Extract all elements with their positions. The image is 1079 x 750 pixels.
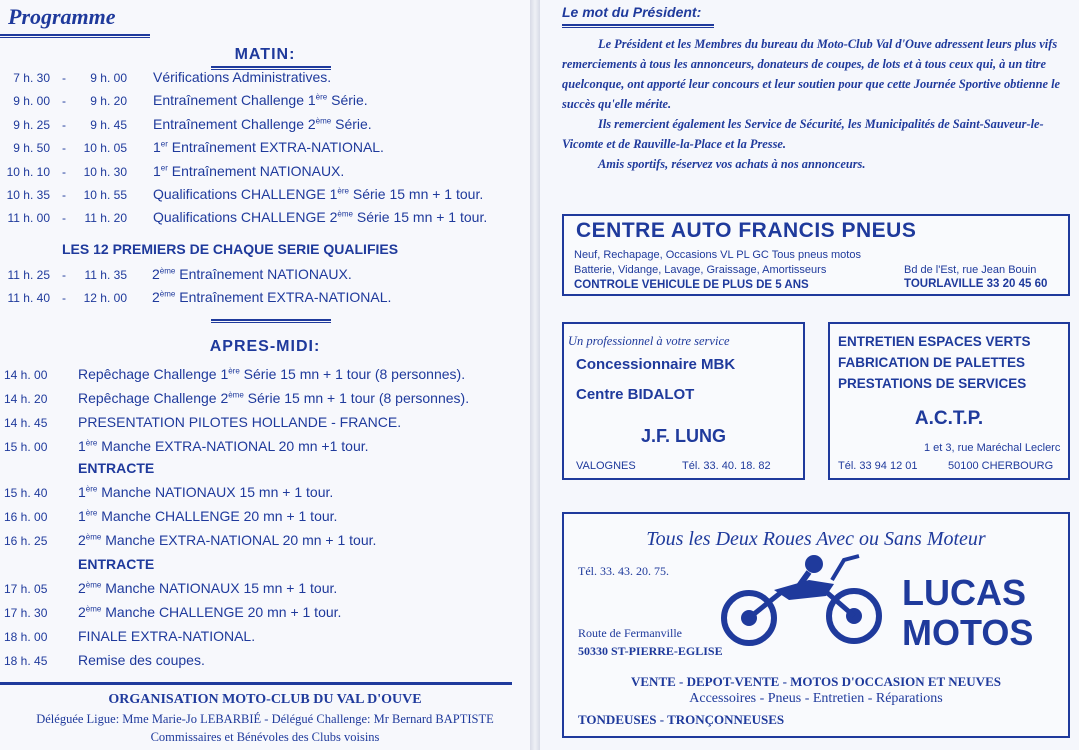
schedule-description <box>78 604 341 620</box>
ad2-city: VALOGNES <box>576 460 636 472</box>
start-time: 11 h. 25 <box>7 268 50 282</box>
desc-text: Repêchage Challenge 1 <box>78 366 229 382</box>
desc-text-rest: Entraînement NATIONAUX. <box>175 266 352 282</box>
ad4-address-2: 50330 ST-PIERRE-EGLISE <box>578 644 723 658</box>
desc-superscript: ème <box>85 580 102 590</box>
time-dash: - <box>62 291 66 306</box>
desc-text-rest: Manche EXTRA-NATIONAL 20 mn + 1 tour. <box>101 532 377 548</box>
ad1-phone: TOURLAVILLE 33 20 45 60 <box>904 278 1048 290</box>
desc-text-rest: Entraînement EXTRA-NATIONAL. <box>167 139 384 156</box>
ad1-line3: CONTROLE VEHICULE DE PLUS DE 5 ANS <box>574 279 809 291</box>
ad1-line1: Neuf, Rechapage, Occasions VL PL GC Tous pneus motos <box>574 249 861 261</box>
desc-superscript: ère <box>85 438 98 448</box>
time-dash: - <box>62 268 66 282</box>
desc-superscript: ère <box>228 366 240 376</box>
start-time: 17 h. 05 <box>4 582 48 596</box>
schedule-description <box>78 366 465 382</box>
programme-title: Programme <box>8 4 116 29</box>
schedule-description <box>153 163 344 179</box>
desc-text: Remise des coupes. <box>78 652 205 668</box>
start-time: 17 h. 30 <box>4 606 48 620</box>
motorcycle-icon <box>714 550 894 650</box>
sponsors-page <box>540 0 1079 750</box>
schedule-description <box>153 139 384 155</box>
start-time: 9 h. 50 <box>13 141 50 156</box>
desc-text-rest: Série 15 mn + 1 tour (8 personnes). <box>239 366 466 382</box>
schedule-description <box>78 484 333 500</box>
desc-text: Entraînement Challenge 2 <box>153 115 316 132</box>
programme-page <box>0 0 530 750</box>
desc-text: Qualifications CHALLENGE 1 <box>153 186 338 202</box>
schedule-description <box>153 69 331 85</box>
start-time: 11 h. 00 <box>7 211 50 226</box>
desc-superscript: ère <box>337 186 349 196</box>
desc-text-rest: Entraînement EXTRA-NATIONAL. <box>175 289 392 306</box>
ad4-address-1: Route de Fermanville <box>578 626 682 640</box>
ad4-name-2: MOTOS <box>902 612 1034 653</box>
end-time: 11 h. 20 <box>84 211 127 226</box>
desc-text: 2 <box>152 289 160 306</box>
start-time: 10 h. 10 <box>6 164 50 179</box>
ad4-name-1: LUCAS <box>902 572 1026 613</box>
start-time: 14 h. 00 <box>4 368 48 382</box>
schedule-description <box>78 628 255 644</box>
org-title: ORGANISATION MOTO-CLUB DU VAL D'OUVE <box>108 692 422 707</box>
ad-jf-lung <box>562 322 805 480</box>
ad3-line3: PRESTATIONS DE SERVICES <box>838 376 1027 391</box>
desc-text: 1 <box>78 438 86 454</box>
end-time: 9 h. 00 <box>90 71 127 85</box>
president-p1: Le Président et les Membres du bureau du Moto-Club Val d'Ouve adressent leurs plus vifs remerciements à tous les annonceurs, donateurs de coupes, de lots et à tous ceux qui, à un titre quelconque, ont apporté leur concours et leur soutien pour que cette Journée Sportive obtienne le succès qu'elle mérite. <box>562 37 1061 111</box>
schedule-description <box>78 652 205 668</box>
desc-text-rest: Manche CHALLENGE 20 mn + 1 tour. <box>101 604 342 620</box>
desc-text: 2 <box>78 532 86 548</box>
schedule-description <box>152 289 391 305</box>
desc-superscript: ère <box>315 92 328 102</box>
desc-superscript: er <box>160 162 168 172</box>
start-time: 14 h. 20 <box>4 392 48 406</box>
desc-superscript: ème <box>85 604 102 614</box>
start-time: 11 h. 40 <box>7 291 50 306</box>
desc-text: 1 <box>78 508 86 524</box>
desc-superscript: ère <box>85 508 98 518</box>
desc-text: FINALE EXTRA-NATIONAL. <box>78 628 256 644</box>
start-time: 16 h. 25 <box>4 534 48 548</box>
schedule-description <box>78 438 369 454</box>
ad2-line1: Concessionnaire MBK <box>576 356 736 373</box>
schedule-description <box>78 532 376 548</box>
page-fold <box>530 0 540 750</box>
desc-text-rest: Série 15 mn + 1 tour. <box>348 186 484 202</box>
schedule-description <box>153 209 487 225</box>
schedule-description <box>153 186 483 202</box>
desc-superscript: ère <box>85 484 98 494</box>
end-time: 9 h. 45 <box>90 117 127 132</box>
ad1-line2: Batterie, Vidange, Lavage, Graissage, Amortisseurs <box>574 264 827 276</box>
desc-text-rest: Série 15 mn + 1 tour (8 personnes). <box>243 390 470 406</box>
desc-text: Vérifications Administratives. <box>153 69 332 85</box>
start-time: 15 h. 40 <box>4 486 48 500</box>
desc-text-rest: Manche EXTRA-NATIONAL 20 mn +1 tour. <box>97 438 369 454</box>
ad4-line3: TONDEUSES - TRONÇONNEUSES <box>578 712 785 727</box>
matin-heading: MATIN: <box>234 46 296 63</box>
entracte-2: ENTRACTE <box>78 556 155 572</box>
president-title: Le mot du Président: <box>562 4 702 20</box>
president-p3: Amis sportifs, réservez vos achats à nos annonceurs. <box>598 157 866 171</box>
ad1-address: Bd de l'Est, rue Jean Bouin <box>904 264 1037 276</box>
time-dash: - <box>62 117 66 132</box>
ad4-phone: Tél. 33. 43. 20. 75. <box>578 564 669 578</box>
desc-text: Entraînement Challenge 1 <box>153 92 316 109</box>
end-time: 9 h. 20 <box>90 94 127 109</box>
org-delegates: Déléguée Ligue: Mme Marie-Jo LEBARBIÉ - Délégué Challenge: Mr Bernard BAPTISTE <box>36 712 494 726</box>
time-dash: - <box>62 94 66 109</box>
schedule-description <box>153 116 372 132</box>
desc-text: PRESENTATION PILOTES HOLLANDE - FRANCE. <box>78 414 402 430</box>
desc-text-rest: Manche CHALLENGE 20 mn + 1 tour. <box>97 508 338 524</box>
ad4-line2: Accessoires - Pneus - Entretien - Réparations <box>689 691 943 706</box>
title-underline <box>0 34 150 38</box>
qualif-note: LES 12 PREMIERS DE CHAQUE SERIE QUALIFIES <box>62 241 399 257</box>
start-time: 15 h. 00 <box>4 440 48 454</box>
desc-text: 1 <box>78 484 86 500</box>
ad2-phone: Tél. 33. 40. 18. 82 <box>682 460 771 472</box>
ad4-line1: VENTE - DEPOT-VENTE - MOTOS D'OCCASION ET NEUVES <box>631 674 1001 689</box>
ad-francis-pneus <box>562 214 1070 296</box>
desc-text: Repêchage Challenge 2 <box>78 390 229 406</box>
desc-superscript: ème <box>337 209 353 219</box>
schedule-description <box>78 580 337 596</box>
start-time: 18 h. 00 <box>4 630 48 644</box>
ad2-tagline: Un professionnel à votre service <box>568 334 730 348</box>
start-time: 14 h. 45 <box>4 416 48 430</box>
ad3-city: 50100 CHERBOURG <box>948 460 1054 472</box>
start-time: 16 h. 00 <box>4 510 48 524</box>
time-dash: - <box>62 188 66 202</box>
ad-lucas-motos <box>562 512 1070 738</box>
start-time: 9 h. 25 <box>13 117 50 132</box>
schedule-description <box>152 266 352 282</box>
ad1-name: CENTRE AUTO FRANCIS PNEUS <box>576 219 917 242</box>
desc-text: 2 <box>78 604 86 620</box>
start-time: 7 h. 30 <box>13 71 50 85</box>
president-p2: Ils remercient également les Service de Sécurité, les Municipalités de Saint-Sauveur-le-Vicomte et de Rauville-la-Place et la Presse. <box>562 117 1044 151</box>
time-dash: - <box>62 211 66 226</box>
end-time: 10 h. 30 <box>83 164 127 179</box>
president-underline <box>562 24 714 28</box>
time-dash: - <box>62 164 66 179</box>
ad2-line2: Centre BIDALOT <box>576 386 695 403</box>
desc-text: 1 <box>153 162 161 179</box>
desc-text: 1 <box>153 139 161 156</box>
desc-superscript: ème <box>159 289 176 299</box>
time-dash: - <box>62 71 66 85</box>
desc-text-rest: Manche NATIONAUX 15 mn + 1 tour. <box>97 484 334 500</box>
ad2-name: J.F. LUNG <box>640 426 726 446</box>
ad3-address: 1 et 3, rue Maréchal Leclerc <box>924 442 1061 454</box>
bottom-rule <box>0 682 512 685</box>
start-time: 10 h. 35 <box>6 188 50 202</box>
time-dash: - <box>62 141 66 156</box>
desc-text-rest: Série 15 mn + 1 tour. <box>352 209 488 226</box>
desc-text-rest: Série. <box>327 92 368 109</box>
desc-superscript: ème <box>228 390 244 400</box>
schedule-description <box>78 508 337 524</box>
schedule-description <box>78 390 469 406</box>
desc-text-rest: Entraînement NATIONAUX. <box>167 162 345 179</box>
desc-text: Qualifications CHALLENGE 2 <box>153 209 338 226</box>
end-time: 10 h. 55 <box>83 188 127 202</box>
entracte-1: ENTRACTE <box>78 460 155 476</box>
desc-superscript: ème <box>159 266 176 276</box>
ad3-name: A.C.T.P. <box>914 408 984 429</box>
ad3-line1: ENTRETIEN ESPACES VERTS <box>838 334 1031 349</box>
start-time: 9 h. 00 <box>13 94 50 109</box>
end-time: 12 h. 00 <box>83 291 127 306</box>
desc-superscript: ème <box>85 532 102 542</box>
ad4-slogan: Tous les Deux Roues Avec ou Sans Moteur <box>646 528 986 550</box>
ad3-line2: FABRICATION DE PALETTES <box>838 355 1026 370</box>
desc-text-rest: Série. <box>331 115 372 132</box>
desc-text: 2 <box>78 580 86 596</box>
schedule-description <box>153 92 368 108</box>
ad3-phone: Tél. 33 94 12 01 <box>838 460 918 472</box>
desc-text: 2 <box>152 266 160 282</box>
apres-overline <box>211 319 331 323</box>
desc-text-rest: Manche NATIONAUX 15 mn + 1 tour. <box>101 580 338 596</box>
apres-heading: APRES-MIDI: <box>209 338 321 355</box>
desc-superscript: er <box>160 139 168 149</box>
start-time: 18 h. 45 <box>4 654 48 668</box>
end-time: 10 h. 05 <box>83 141 127 156</box>
end-time: 11 h. 35 <box>84 268 127 282</box>
ad-actp <box>828 322 1070 480</box>
schedule-description <box>78 414 401 430</box>
desc-superscript: ème <box>315 116 332 126</box>
president-message <box>562 34 1074 174</box>
org-volunteers: Commissaires et Bénévoles des Clubs voisins <box>150 730 380 744</box>
